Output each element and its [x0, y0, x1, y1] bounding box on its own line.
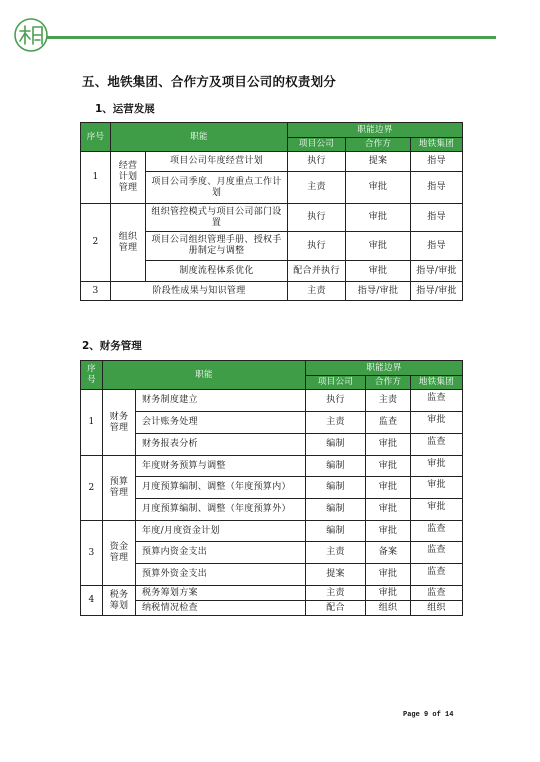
table-row	[81, 412, 463, 434]
group-name: 税务筹划	[103, 586, 136, 616]
table-cell: 组织	[411, 601, 463, 616]
table-cell: 组织	[366, 601, 411, 616]
group-name: 预算管理	[103, 456, 136, 521]
table-cell: 执行	[288, 204, 346, 232]
table-cell: 监查	[411, 390, 463, 412]
table-cell: 监查	[411, 542, 463, 564]
function-item: 组织管控模式与项目公司部门设置	[146, 204, 288, 232]
header-metro-group: 地铁集团	[411, 376, 463, 390]
table-cell: 监查	[411, 521, 463, 542]
table-row	[81, 499, 463, 521]
header-function: 职能	[103, 361, 306, 390]
header-partner: 合作方	[366, 376, 411, 390]
table-cell: 审批	[366, 477, 411, 499]
table-row	[81, 456, 463, 477]
table-cell: 指导/审批	[411, 282, 463, 301]
function-item: 项目公司年度经营计划	[146, 152, 288, 172]
operations-table	[80, 122, 463, 301]
table-cell: 监查	[366, 412, 411, 434]
function-item: 年度/月度资金计划	[136, 521, 306, 542]
table-cell: 编制	[306, 499, 366, 521]
header-boundary: 职能边界	[306, 361, 463, 376]
function-item: 预算外资金支出	[136, 564, 306, 586]
header-rule	[46, 36, 496, 39]
table-cell: 执行	[288, 152, 346, 172]
table-cell: 编制	[306, 434, 366, 456]
table-cell: 编制	[306, 521, 366, 542]
header-partner: 合作方	[346, 138, 411, 152]
table-cell: 主责	[288, 172, 346, 204]
table-row	[81, 434, 463, 456]
table-cell: 审批	[411, 499, 463, 521]
header-no: 序号	[81, 361, 103, 390]
table-cell: 配合	[306, 601, 366, 616]
group-name: 财务管理	[103, 390, 136, 456]
function-item: 制度流程体系优化	[146, 261, 288, 282]
table-cell: 编制	[306, 477, 366, 499]
table-cell: 审批	[346, 232, 411, 261]
group-name: 资金管理	[103, 521, 136, 586]
function-item: 纳税情况检查	[136, 601, 306, 616]
table-cell: 审批	[366, 499, 411, 521]
function-item: 年度财务预算与调整	[136, 456, 306, 477]
function-item: 财务制度建立	[136, 390, 306, 412]
table-cell: 执行	[306, 390, 366, 412]
table-cell: 主责	[306, 542, 366, 564]
table-cell: 备案	[366, 542, 411, 564]
header-no: 序号	[81, 123, 111, 152]
group-number: 3	[81, 521, 103, 586]
table-cell: 审批	[366, 586, 411, 601]
table-cell: 审批	[346, 204, 411, 232]
table-cell: 主责	[306, 586, 366, 601]
table-cell: 审批	[366, 434, 411, 456]
page-number: Page 9 of 14	[403, 711, 454, 719]
table-cell: 提案	[306, 564, 366, 586]
function-item: 阶段性成果与知识管理	[111, 282, 288, 301]
table-cell: 指导	[411, 232, 463, 261]
table-cell: 审批	[366, 521, 411, 542]
header-boundary: 职能边界	[288, 123, 463, 138]
table-cell: 审批	[346, 172, 411, 204]
function-item: 预算内资金支出	[136, 542, 306, 564]
table-cell: 编制	[306, 456, 366, 477]
table-cell: 审批	[411, 477, 463, 499]
table-row	[81, 601, 463, 616]
group-number: 4	[81, 586, 103, 616]
group-number: 2	[81, 204, 111, 282]
table-cell: 审批	[411, 412, 463, 434]
table-row	[81, 152, 463, 172]
table-cell: 指导	[411, 172, 463, 204]
function-item: 财务报表分析	[136, 434, 306, 456]
table-row	[81, 564, 463, 586]
group-name: 组织管理	[111, 204, 146, 282]
table-row	[81, 390, 463, 412]
group-number: 3	[81, 282, 111, 301]
group-number: 2	[81, 456, 103, 521]
table-cell: 监查	[411, 434, 463, 456]
table-cell: 审批	[346, 261, 411, 282]
table-cell: 指导/审批	[346, 282, 411, 301]
group-number: 1	[81, 390, 103, 456]
table-row	[81, 204, 463, 232]
function-item: 月度预算编制、调整（年度预算外）	[136, 499, 306, 521]
function-item: 月度预算编制、调整（年度预算内）	[136, 477, 306, 499]
header-project-company: 项目公司	[288, 138, 346, 152]
function-item: 会计账务处理	[136, 412, 306, 434]
table-cell: 主责	[366, 390, 411, 412]
finance-table	[80, 360, 463, 616]
function-item: 税务筹划方案	[136, 586, 306, 601]
table-cell: 执行	[288, 232, 346, 261]
table-cell: 主责	[288, 282, 346, 301]
table-cell: 配合并执行	[288, 261, 346, 282]
table-row	[81, 542, 463, 564]
group-number: 1	[81, 152, 111, 204]
table-cell: 指导/审批	[411, 261, 463, 282]
table-cell: 审批	[366, 456, 411, 477]
table-cell: 监查	[411, 586, 463, 601]
group-name: 经营计划管理	[111, 152, 146, 204]
table-row	[81, 477, 463, 499]
table-row	[81, 586, 463, 601]
table-cell: 审批	[411, 456, 463, 477]
table-row	[81, 521, 463, 542]
header-function: 职能	[111, 123, 288, 152]
function-item: 项目公司组织管理手册、授权手册制定与调整	[146, 232, 288, 261]
table-cell: 提案	[346, 152, 411, 172]
table-cell: 指导	[411, 204, 463, 232]
table-cell: 主责	[306, 412, 366, 434]
header-metro-group: 地铁集团	[411, 138, 463, 152]
table-cell: 监查	[411, 564, 463, 586]
function-item: 项目公司季度、月度重点工作计划	[146, 172, 288, 204]
table-row	[81, 282, 463, 301]
table-cell: 审批	[366, 564, 411, 586]
section-title-operations: 1、运营发展	[95, 103, 155, 115]
company-logo-icon	[13, 17, 49, 53]
section-title-finance: 2、财务管理	[82, 340, 142, 352]
page-heading: 五、地铁集团、合作方及项目公司的权责划分	[82, 74, 337, 89]
header-project-company: 项目公司	[306, 376, 366, 390]
table-cell: 指导	[411, 152, 463, 172]
